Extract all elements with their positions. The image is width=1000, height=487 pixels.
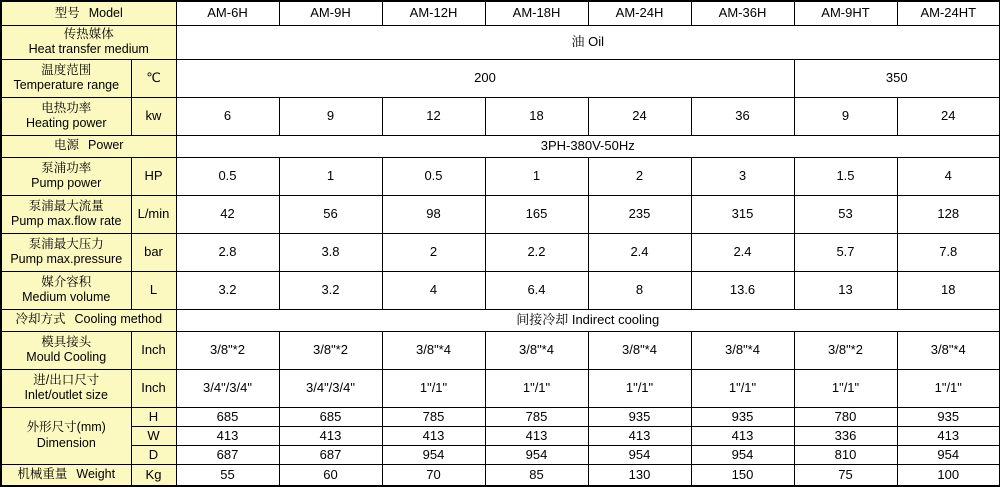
- label-zh: 传热媒体: [63, 26, 114, 41]
- row-weight: [1, 464, 1000, 486]
- unit-cell-pump-flow: L/min: [131, 195, 176, 233]
- label-zh: 冷却方式: [15, 312, 66, 327]
- value-cell: 3/8"*4: [382, 331, 485, 369]
- value-cell: 2.4: [691, 233, 794, 271]
- value-cell: 1"/1": [382, 369, 485, 407]
- label-en: Heating power: [25, 116, 107, 130]
- value-cell: 128: [897, 195, 1000, 233]
- value-cell: 413: [382, 426, 485, 445]
- row-label-pump-flow: [1, 195, 131, 233]
- model-header-cell: AM-9H: [279, 1, 382, 25]
- unit-cell-pump-pressure: bar: [131, 233, 176, 271]
- value-cell: 413: [897, 426, 1000, 445]
- value-cell: 954: [382, 445, 485, 464]
- row-power: [1, 135, 1000, 157]
- value-cell: 3/8"*2: [176, 331, 279, 369]
- row-label-inlet-outlet: [1, 369, 131, 407]
- row-label-dimension: [1, 407, 131, 464]
- value-cell: 24: [588, 97, 691, 135]
- label-zh: 进/出口尺寸: [33, 372, 100, 387]
- value-cell: 780: [794, 407, 897, 426]
- row-dimension-d: [1, 445, 1000, 464]
- value-cell: 9: [794, 97, 897, 135]
- label-zh: 模具接头: [41, 334, 92, 349]
- value-cell: 12: [382, 97, 485, 135]
- value-cell: 685: [279, 407, 382, 426]
- row-label-temp-range: [1, 59, 131, 97]
- value-cell: 3.2: [279, 271, 382, 309]
- value-cell: 36: [691, 97, 794, 135]
- value-cell: 413: [691, 426, 794, 445]
- value-cell: 413: [485, 426, 588, 445]
- value-cell: 954: [897, 445, 1000, 464]
- value-cell: 935: [691, 407, 794, 426]
- value-cell: 3/4"/3/4": [176, 369, 279, 407]
- value-cell: 935: [897, 407, 1000, 426]
- value-cell: 3/8"*4: [691, 331, 794, 369]
- value-cell: 4: [897, 157, 1000, 195]
- label-zh: 泵浦最大流量: [28, 198, 104, 213]
- label-en: Medium volume: [22, 290, 111, 304]
- unit-cell-inlet-outlet: Inch: [131, 369, 176, 407]
- value-cell: 1"/1": [588, 369, 691, 407]
- value-cell: 413: [588, 426, 691, 445]
- row-pump-power: [1, 157, 1000, 195]
- label-en: Model: [88, 5, 123, 20]
- row-mould-cooling: [1, 331, 1000, 369]
- value-cell: 1.5: [794, 157, 897, 195]
- value-cell: 1"/1": [794, 369, 897, 407]
- label-en: Cooling method: [74, 312, 163, 327]
- value-cell: 42: [176, 195, 279, 233]
- value-cell: 413: [279, 426, 382, 445]
- unit-cell-mould-cooling: Inch: [131, 331, 176, 369]
- value-cell: 70: [382, 464, 485, 486]
- value-cell: 2.8: [176, 233, 279, 271]
- value-cell: 413: [176, 426, 279, 445]
- value-cell: 3: [691, 157, 794, 195]
- row-pump-pressure: [1, 233, 1000, 271]
- label-en: Mould Cooling: [26, 350, 107, 364]
- row-cooling-method: [1, 309, 1000, 331]
- model-header-cell: AM-24H: [588, 1, 691, 25]
- value-cell-heat-medium: 油 Oil: [176, 25, 1000, 59]
- value-cell: 56: [279, 195, 382, 233]
- label-zh: 电源: [54, 138, 80, 153]
- value-cell-temp-high: 350: [794, 59, 1000, 97]
- row-label-pump-pressure: [1, 233, 131, 271]
- value-cell: 3.8: [279, 233, 382, 271]
- value-cell: 3/8"*4: [485, 331, 588, 369]
- value-cell: 6: [176, 97, 279, 135]
- value-cell: 3/8"*2: [794, 331, 897, 369]
- value-cell: 1"/1": [897, 369, 1000, 407]
- row-medium-volume: [1, 271, 1000, 309]
- value-cell: 85: [485, 464, 588, 486]
- unit-cell-dimension-d: D: [131, 445, 176, 464]
- row-heat-medium: [1, 25, 1000, 59]
- value-cell: 3.2: [176, 271, 279, 309]
- row-label-medium-volume: [1, 271, 131, 309]
- label-en: Pump max.flow rate: [11, 214, 122, 228]
- value-cell: 235: [588, 195, 691, 233]
- value-cell: 3/8"*4: [897, 331, 1000, 369]
- row-pump-flow: [1, 195, 1000, 233]
- model-header-cell: AM-24HT: [897, 1, 1000, 25]
- row-label-heat-medium: [1, 25, 176, 59]
- label-zh: 机械重量: [17, 467, 68, 482]
- value-cell-temp-standard: 200: [176, 59, 794, 97]
- value-cell: 315: [691, 195, 794, 233]
- label-en: Heat transfer medium: [28, 42, 149, 56]
- label-zh: 电热功率: [41, 100, 92, 115]
- row-heating-power: [1, 97, 1000, 135]
- label-en: Power: [88, 138, 124, 153]
- value-cell: 687: [176, 445, 279, 464]
- value-cell: 9: [279, 97, 382, 135]
- value-cell: 0.5: [382, 157, 485, 195]
- value-cell: 935: [588, 407, 691, 426]
- value-cell: 2: [588, 157, 691, 195]
- unit-cell-temp-range: ℃: [131, 59, 176, 97]
- model-header-cell: AM-9HT: [794, 1, 897, 25]
- value-cell: 53: [794, 195, 897, 233]
- value-cell: 13: [794, 271, 897, 309]
- row-label-heating-power: [1, 97, 131, 135]
- value-cell: 165: [485, 195, 588, 233]
- value-cell: 954: [485, 445, 588, 464]
- value-cell: 954: [588, 445, 691, 464]
- label-zh: 媒介容积: [41, 274, 92, 289]
- label-en: Inlet/outlet size: [24, 388, 108, 402]
- row-label-pump-power: [1, 157, 131, 195]
- value-cell: 685: [176, 407, 279, 426]
- value-cell: 24: [897, 97, 1000, 135]
- value-cell: 1: [485, 157, 588, 195]
- unit-cell-weight: Kg: [131, 464, 176, 486]
- value-cell: 785: [485, 407, 588, 426]
- label-en: Temperature range: [13, 78, 120, 92]
- value-cell: 785: [382, 407, 485, 426]
- row-label-weight: [1, 464, 131, 486]
- value-cell: 3/8"*4: [588, 331, 691, 369]
- value-cell: 100: [897, 464, 1000, 486]
- value-cell: 5.7: [794, 233, 897, 271]
- model-header-cell: AM-12H: [382, 1, 485, 25]
- value-cell: 687: [279, 445, 382, 464]
- value-cell: 150: [691, 464, 794, 486]
- value-cell: 0.5: [176, 157, 279, 195]
- label-en: Weight: [76, 467, 116, 482]
- value-cell-power: 3PH-380V-50Hz: [176, 135, 1000, 157]
- unit-cell-medium-volume: L: [131, 271, 176, 309]
- value-cell: 60: [279, 464, 382, 486]
- value-cell-cooling-method: 间接冷却 Indirect cooling: [176, 309, 1000, 331]
- value-cell: 18: [897, 271, 1000, 309]
- label-zh: 外形尺寸(mm): [26, 420, 106, 435]
- label-en: Pump max.pressure: [10, 252, 123, 266]
- row-label-power: [1, 135, 176, 157]
- value-cell: 75: [794, 464, 897, 486]
- value-cell: 4: [382, 271, 485, 309]
- row-inlet-outlet: [1, 369, 1000, 407]
- value-cell: 18: [485, 97, 588, 135]
- label-zh: 泵浦最大压力: [28, 236, 104, 251]
- row-label-cooling-method: [1, 309, 176, 331]
- label-zh: 泵浦功率: [41, 160, 92, 175]
- unit-cell-heating-power: kw: [131, 97, 176, 135]
- row-dimension-h: [1, 407, 1000, 426]
- value-cell: 7.8: [897, 233, 1000, 271]
- label-zh: 温度范围: [41, 62, 92, 77]
- value-cell: 8: [588, 271, 691, 309]
- unit-cell-dimension-w: W: [131, 426, 176, 445]
- model-header-cell: AM-18H: [485, 1, 588, 25]
- value-cell: 6.4: [485, 271, 588, 309]
- row-label-mould-cooling: [1, 331, 131, 369]
- row-temp-range: [1, 59, 1000, 97]
- value-cell: 336: [794, 426, 897, 445]
- row-label-model: [1, 1, 176, 25]
- row-dimension-w: [1, 426, 1000, 445]
- value-cell: 1"/1": [691, 369, 794, 407]
- value-cell: 55: [176, 464, 279, 486]
- value-cell: 1"/1": [485, 369, 588, 407]
- label-en: Dimension: [36, 435, 96, 450]
- unit-cell-pump-power: HP: [131, 157, 176, 195]
- value-cell: 2.2: [485, 233, 588, 271]
- unit-cell-dimension-h: H: [131, 407, 176, 426]
- value-cell: 13.6: [691, 271, 794, 309]
- value-cell: 98: [382, 195, 485, 233]
- value-cell: 2.4: [588, 233, 691, 271]
- value-cell: 954: [691, 445, 794, 464]
- value-cell: 3/4"/3/4": [279, 369, 382, 407]
- value-cell: 1: [279, 157, 382, 195]
- label-en: Pump power: [31, 176, 102, 190]
- value-cell: 810: [794, 445, 897, 464]
- row-model-header: [1, 1, 1000, 25]
- value-cell: 130: [588, 464, 691, 486]
- value-cell: 2: [382, 233, 485, 271]
- value-cell: 3/8"*2: [279, 331, 382, 369]
- model-header-cell: AM-36H: [691, 1, 794, 25]
- label-zh: 型号: [54, 5, 80, 20]
- model-header-cell: AM-6H: [176, 1, 279, 25]
